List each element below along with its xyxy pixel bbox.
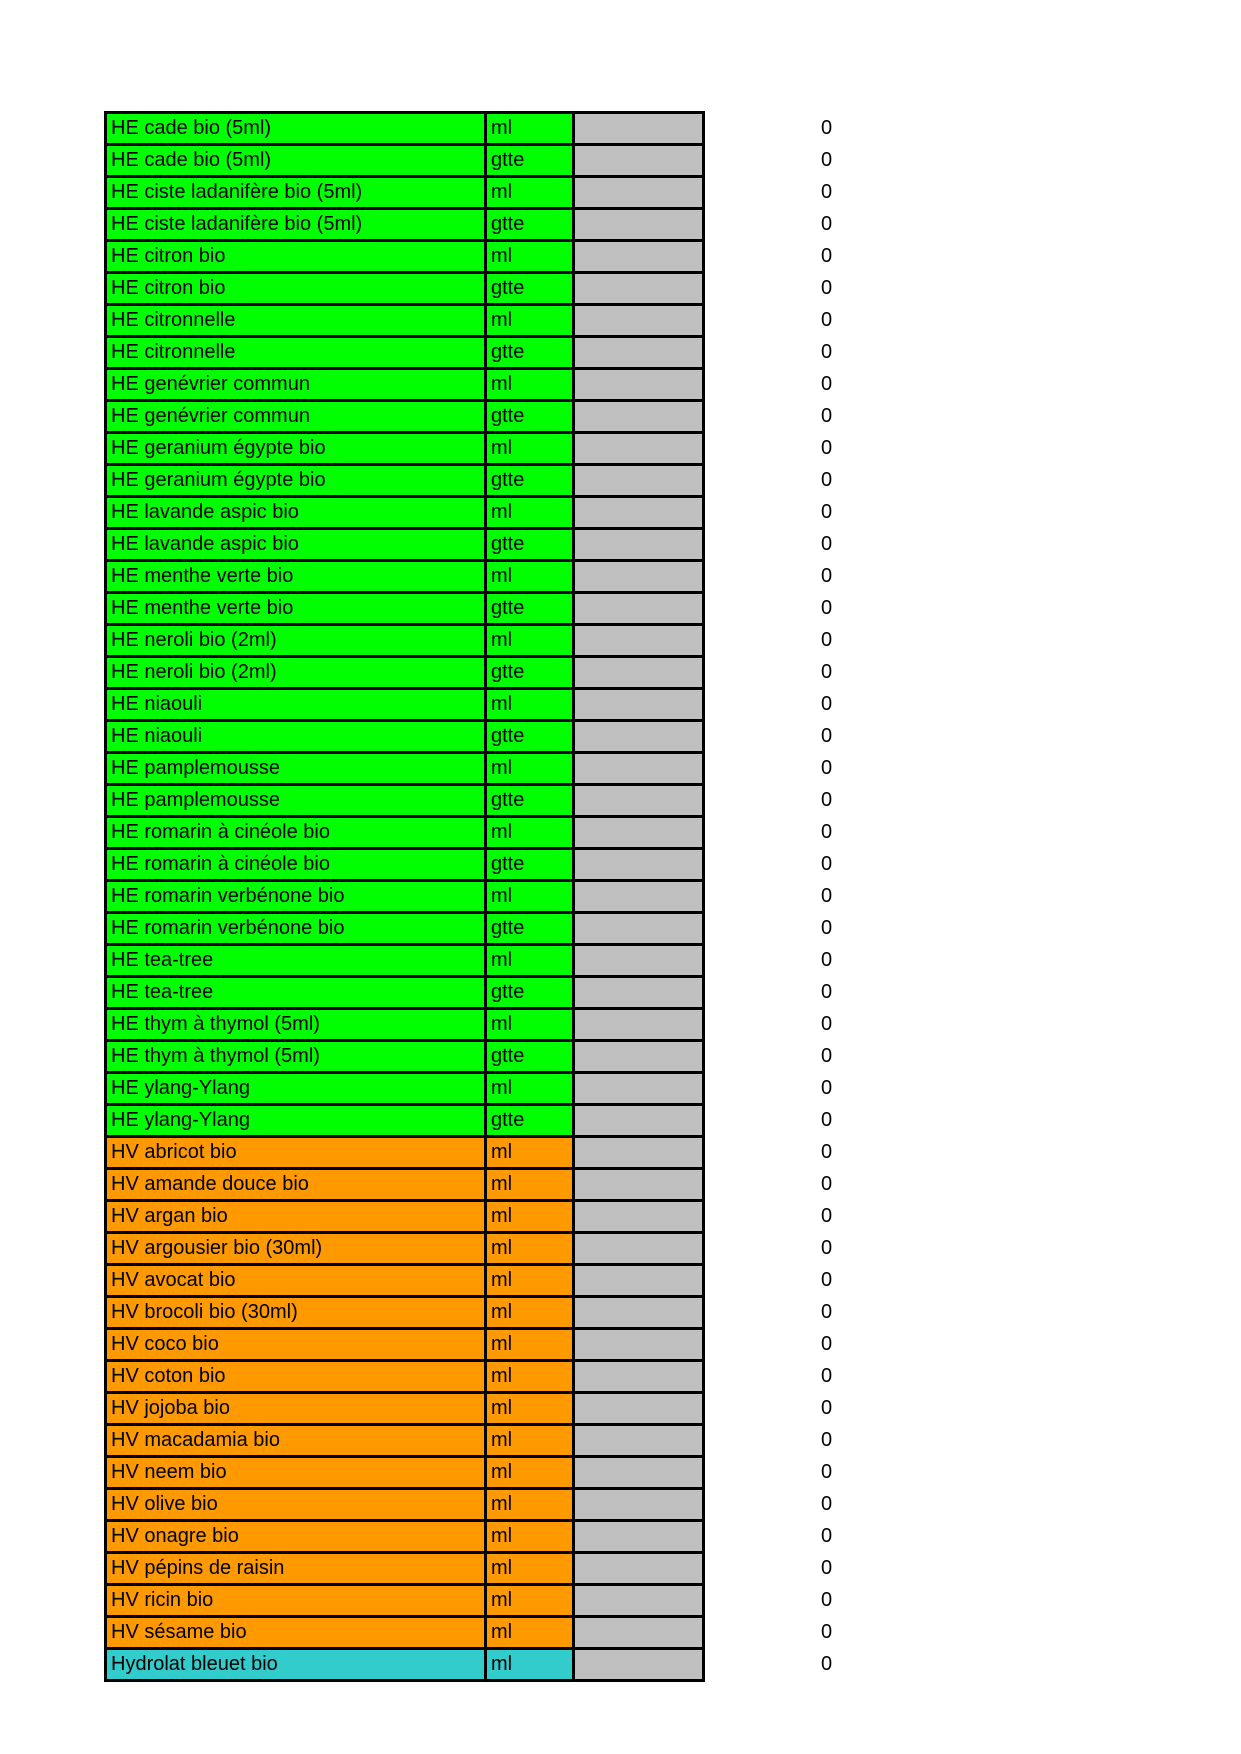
ingredient-name-cell[interactable]: HE citronnelle: [106, 305, 486, 337]
unit-cell[interactable]: gtte: [486, 273, 574, 305]
ingredient-name-cell[interactable]: HE ciste ladanifère bio (5ml): [106, 177, 486, 209]
quantity-input-cell[interactable]: [574, 881, 704, 913]
total-value-cell[interactable]: 0: [704, 1233, 884, 1265]
ingredient-table-body: [106, 113, 884, 1681]
table-row: [106, 241, 884, 273]
unit-cell[interactable]: gtte: [486, 1105, 574, 1137]
quantity-input-cell[interactable]: [574, 849, 704, 881]
ingredient-name-cell[interactable]: HE niaouli: [106, 721, 486, 753]
unit-cell[interactable]: ml: [486, 1425, 574, 1457]
quantity-input-cell[interactable]: [574, 1393, 704, 1425]
quantity-input-cell[interactable]: [574, 1137, 704, 1169]
quantity-input-cell[interactable]: [574, 945, 704, 977]
quantity-input-cell[interactable]: [574, 1073, 704, 1105]
total-value-cell[interactable]: 0: [704, 273, 884, 305]
table-row: [106, 625, 884, 657]
ingredient-name-cell[interactable]: HV olive bio: [106, 1489, 486, 1521]
table-row: [106, 401, 884, 433]
table-row: [106, 1425, 884, 1457]
total-value-cell[interactable]: 0: [704, 1169, 884, 1201]
total-value-cell[interactable]: 0: [704, 241, 884, 273]
unit-cell[interactable]: ml: [486, 1073, 574, 1105]
table-row: [106, 1201, 884, 1233]
ingredient-name-cell[interactable]: HE citron bio: [106, 241, 486, 273]
quantity-input-cell[interactable]: [574, 785, 704, 817]
unit-cell[interactable]: ml: [486, 113, 574, 145]
total-value-cell[interactable]: 0: [704, 305, 884, 337]
table-row: [106, 1009, 884, 1041]
table-row: [106, 913, 884, 945]
quantity-input-cell[interactable]: [574, 401, 704, 433]
unit-cell[interactable]: ml: [486, 1457, 574, 1489]
unit-cell[interactable]: ml: [486, 433, 574, 465]
total-value-cell[interactable]: 0: [704, 849, 884, 881]
table-row: [106, 1073, 884, 1105]
unit-cell[interactable]: ml: [486, 1265, 574, 1297]
unit-cell[interactable]: gtte: [486, 593, 574, 625]
ingredient-name-cell[interactable]: HE geranium égypte bio: [106, 465, 486, 497]
ingredient-name-cell[interactable]: HE thym à thymol (5ml): [106, 1009, 486, 1041]
total-value-cell[interactable]: 0: [704, 1009, 884, 1041]
unit-cell[interactable]: gtte: [486, 337, 574, 369]
table-row: [106, 113, 884, 145]
table-row: [106, 529, 884, 561]
table-row: [106, 1329, 884, 1361]
ingredient-name-cell[interactable]: HE neroli bio (2ml): [106, 625, 486, 657]
unit-cell[interactable]: ml: [486, 561, 574, 593]
unit-cell[interactable]: ml: [486, 241, 574, 273]
unit-cell[interactable]: ml: [486, 1521, 574, 1553]
quantity-input-cell[interactable]: [574, 1169, 704, 1201]
ingredient-name-cell[interactable]: HV neem bio: [106, 1457, 486, 1489]
unit-cell[interactable]: ml: [486, 817, 574, 849]
ingredient-name-cell[interactable]: HE geranium égypte bio: [106, 433, 486, 465]
table-row: [106, 721, 884, 753]
unit-cell[interactable]: ml: [486, 369, 574, 401]
quantity-input-cell[interactable]: [574, 465, 704, 497]
unit-cell[interactable]: gtte: [486, 785, 574, 817]
unit-cell[interactable]: ml: [486, 1201, 574, 1233]
ingredient-name-cell[interactable]: HE lavande aspic bio: [106, 529, 486, 561]
table-row: [106, 1617, 884, 1649]
table-row: [106, 145, 884, 177]
quantity-input-cell[interactable]: [574, 1265, 704, 1297]
total-value-cell[interactable]: 0: [704, 785, 884, 817]
quantity-input-cell[interactable]: [574, 113, 704, 145]
total-value-cell[interactable]: 0: [704, 1425, 884, 1457]
unit-cell[interactable]: ml: [486, 625, 574, 657]
total-value-cell[interactable]: 0: [704, 369, 884, 401]
table-row: [106, 1553, 884, 1585]
total-value-cell[interactable]: 0: [704, 401, 884, 433]
unit-cell[interactable]: gtte: [486, 721, 574, 753]
quantity-input-cell[interactable]: [574, 1105, 704, 1137]
ingredient-name-cell[interactable]: HE neroli bio (2ml): [106, 657, 486, 689]
table-row: [106, 817, 884, 849]
total-value-cell[interactable]: 0: [704, 1297, 884, 1329]
table-row: [106, 881, 884, 913]
quantity-input-cell[interactable]: [574, 625, 704, 657]
total-value-cell[interactable]: 0: [704, 721, 884, 753]
quantity-input-cell[interactable]: [574, 1521, 704, 1553]
unit-cell[interactable]: ml: [486, 1489, 574, 1521]
quantity-input-cell[interactable]: [574, 1649, 704, 1681]
total-value-cell[interactable]: 0: [704, 1649, 884, 1681]
total-value-cell[interactable]: 0: [704, 657, 884, 689]
unit-cell[interactable]: ml: [486, 177, 574, 209]
total-value-cell[interactable]: 0: [704, 209, 884, 241]
total-value-cell[interactable]: 0: [704, 625, 884, 657]
total-value-cell[interactable]: 0: [704, 561, 884, 593]
table-row: [106, 1297, 884, 1329]
total-value-cell[interactable]: 0: [704, 1361, 884, 1393]
unit-cell[interactable]: gtte: [486, 977, 574, 1009]
ingredient-name-cell[interactable]: HE ciste ladanifère bio (5ml): [106, 209, 486, 241]
quantity-input-cell[interactable]: [574, 273, 704, 305]
ingredient-name-cell[interactable]: HE lavande aspic bio: [106, 497, 486, 529]
ingredient-name-cell[interactable]: HV ricin bio: [106, 1585, 486, 1617]
ingredient-name-cell[interactable]: HV coton bio: [106, 1361, 486, 1393]
table-row: [106, 657, 884, 689]
unit-cell[interactable]: ml: [486, 1553, 574, 1585]
quantity-input-cell[interactable]: [574, 433, 704, 465]
total-value-cell[interactable]: 0: [704, 817, 884, 849]
quantity-input-cell[interactable]: [574, 529, 704, 561]
unit-cell[interactable]: gtte: [486, 529, 574, 561]
ingredient-name-cell[interactable]: HE citronnelle: [106, 337, 486, 369]
ingredient-name-cell[interactable]: HV brocoli bio (30ml): [106, 1297, 486, 1329]
quantity-input-cell[interactable]: [574, 977, 704, 1009]
ingredient-name-cell[interactable]: HE tea-tree: [106, 977, 486, 1009]
quantity-input-cell[interactable]: [574, 561, 704, 593]
ingredient-name-cell[interactable]: HE pamplemousse: [106, 753, 486, 785]
unit-cell[interactable]: ml: [486, 945, 574, 977]
quantity-input-cell[interactable]: [574, 1233, 704, 1265]
ingredient-name-cell[interactable]: HV argousier bio (30ml): [106, 1233, 486, 1265]
unit-cell[interactable]: gtte: [486, 849, 574, 881]
total-value-cell[interactable]: 0: [704, 1105, 884, 1137]
unit-cell[interactable]: ml: [486, 689, 574, 721]
table-row: [106, 433, 884, 465]
quantity-input-cell[interactable]: [574, 1585, 704, 1617]
quantity-input-cell[interactable]: [574, 593, 704, 625]
ingredient-name-cell[interactable]: HE romarin à cinéole bio: [106, 849, 486, 881]
table-row: [106, 1233, 884, 1265]
table-row: [106, 1361, 884, 1393]
unit-cell[interactable]: gtte: [486, 401, 574, 433]
unit-cell[interactable]: gtte: [486, 1041, 574, 1073]
unit-cell[interactable]: gtte: [486, 465, 574, 497]
total-value-cell[interactable]: 0: [704, 753, 884, 785]
table-row: [106, 1265, 884, 1297]
total-value-cell[interactable]: 0: [704, 1137, 884, 1169]
total-value-cell[interactable]: 0: [704, 1201, 884, 1233]
total-value-cell[interactable]: 0: [704, 145, 884, 177]
unit-cell[interactable]: ml: [486, 497, 574, 529]
total-value-cell[interactable]: 0: [704, 593, 884, 625]
quantity-input-cell[interactable]: [574, 305, 704, 337]
quantity-input-cell[interactable]: [574, 1457, 704, 1489]
ingredient-name-cell[interactable]: HV pépins de raisin: [106, 1553, 486, 1585]
table-row: [106, 945, 884, 977]
total-value-cell[interactable]: 0: [704, 113, 884, 145]
ingredient-name-cell[interactable]: HE tea-tree: [106, 945, 486, 977]
table-row: [106, 465, 884, 497]
ingredient-name-cell[interactable]: HE ylang-Ylang: [106, 1073, 486, 1105]
ingredient-name-cell[interactable]: HE menthe verte bio: [106, 593, 486, 625]
unit-cell[interactable]: ml: [486, 1329, 574, 1361]
table-row: [106, 1521, 884, 1553]
quantity-input-cell[interactable]: [574, 337, 704, 369]
quantity-input-cell[interactable]: [574, 913, 704, 945]
unit-cell[interactable]: ml: [486, 1361, 574, 1393]
table-row: [106, 977, 884, 1009]
table-row: [106, 273, 884, 305]
total-value-cell[interactable]: 0: [704, 1073, 884, 1105]
total-value-cell[interactable]: 0: [704, 1041, 884, 1073]
total-value-cell[interactable]: 0: [704, 689, 884, 721]
quantity-input-cell[interactable]: [574, 817, 704, 849]
quantity-input-cell[interactable]: [574, 753, 704, 785]
total-value-cell[interactable]: 0: [704, 881, 884, 913]
unit-cell[interactable]: gtte: [486, 657, 574, 689]
table-row: [106, 337, 884, 369]
ingredient-name-cell[interactable]: HE thym à thymol (5ml): [106, 1041, 486, 1073]
quantity-input-cell[interactable]: [574, 1489, 704, 1521]
table-row: [106, 369, 884, 401]
total-value-cell[interactable]: 0: [704, 1457, 884, 1489]
quantity-input-cell[interactable]: [574, 689, 704, 721]
quantity-input-cell[interactable]: [574, 1201, 704, 1233]
ingredient-name-cell[interactable]: HE niaouli: [106, 689, 486, 721]
ingredient-name-cell[interactable]: HE citron bio: [106, 273, 486, 305]
total-value-cell[interactable]: 0: [704, 1553, 884, 1585]
ingredient-table: [104, 111, 885, 1682]
quantity-input-cell[interactable]: [574, 1041, 704, 1073]
unit-cell[interactable]: ml: [486, 1585, 574, 1617]
table-row: [106, 1169, 884, 1201]
table-row: [106, 1105, 884, 1137]
table-row: [106, 1137, 884, 1169]
total-value-cell[interactable]: 0: [704, 337, 884, 369]
total-value-cell[interactable]: 0: [704, 1393, 884, 1425]
table-row: [106, 497, 884, 529]
ingredient-name-cell[interactable]: HE cade bio (5ml): [106, 145, 486, 177]
total-value-cell[interactable]: 0: [704, 1265, 884, 1297]
unit-cell[interactable]: ml: [486, 1137, 574, 1169]
table-row: [106, 849, 884, 881]
total-value-cell[interactable]: 0: [704, 177, 884, 209]
table-row: [106, 561, 884, 593]
ingredient-name-cell[interactable]: HV amande douce bio: [106, 1169, 486, 1201]
table-row: [106, 1489, 884, 1521]
ingredient-name-cell[interactable]: HE cade bio (5ml): [106, 113, 486, 145]
total-value-cell[interactable]: 0: [704, 1617, 884, 1649]
ingredient-name-cell[interactable]: HE pamplemousse: [106, 785, 486, 817]
table-row: [106, 177, 884, 209]
quantity-input-cell[interactable]: [574, 721, 704, 753]
ingredient-name-cell[interactable]: HV argan bio: [106, 1201, 486, 1233]
unit-cell[interactable]: ml: [486, 1009, 574, 1041]
ingredient-name-cell[interactable]: HE romarin verbénone bio: [106, 913, 486, 945]
table-row: [106, 689, 884, 721]
table-row: [106, 1585, 884, 1617]
table-row: [106, 753, 884, 785]
unit-cell[interactable]: ml: [486, 1649, 574, 1681]
quantity-input-cell[interactable]: [574, 1617, 704, 1649]
quantity-input-cell[interactable]: [574, 241, 704, 273]
quantity-input-cell[interactable]: [574, 1425, 704, 1457]
total-value-cell[interactable]: 0: [704, 497, 884, 529]
table-row: [106, 785, 884, 817]
total-value-cell[interactable]: 0: [704, 977, 884, 1009]
unit-cell[interactable]: ml: [486, 1169, 574, 1201]
table-row: [106, 1393, 884, 1425]
quantity-input-cell[interactable]: [574, 657, 704, 689]
unit-cell[interactable]: ml: [486, 1393, 574, 1425]
table-row: [106, 1649, 884, 1681]
unit-cell[interactable]: gtte: [486, 913, 574, 945]
total-value-cell[interactable]: 0: [704, 433, 884, 465]
total-value-cell[interactable]: 0: [704, 1521, 884, 1553]
table-row: [106, 1041, 884, 1073]
quantity-input-cell[interactable]: [574, 1009, 704, 1041]
table-row: [106, 593, 884, 625]
ingredient-name-cell[interactable]: HE genévrier commun: [106, 369, 486, 401]
table-row: [106, 1457, 884, 1489]
quantity-input-cell[interactable]: [574, 1361, 704, 1393]
total-value-cell[interactable]: 0: [704, 913, 884, 945]
ingredient-name-cell[interactable]: HE ylang-Ylang: [106, 1105, 486, 1137]
ingredient-name-cell[interactable]: HE romarin à cinéole bio: [106, 817, 486, 849]
quantity-input-cell[interactable]: [574, 209, 704, 241]
total-value-cell[interactable]: 0: [704, 529, 884, 561]
ingredient-name-cell[interactable]: Hydrolat bleuet bio: [106, 1649, 486, 1681]
quantity-input-cell[interactable]: [574, 1329, 704, 1361]
quantity-input-cell[interactable]: [574, 1553, 704, 1585]
unit-cell[interactable]: ml: [486, 881, 574, 913]
unit-cell[interactable]: gtte: [486, 145, 574, 177]
table-row: [106, 305, 884, 337]
ingredient-name-cell[interactable]: HE romarin verbénone bio: [106, 881, 486, 913]
unit-cell[interactable]: ml: [486, 1233, 574, 1265]
unit-cell[interactable]: ml: [486, 753, 574, 785]
ingredient-name-cell[interactable]: HE menthe verte bio: [106, 561, 486, 593]
unit-cell[interactable]: ml: [486, 1617, 574, 1649]
unit-cell[interactable]: ml: [486, 1297, 574, 1329]
ingredient-name-cell[interactable]: HV macadamia bio: [106, 1425, 486, 1457]
table-row: [106, 209, 884, 241]
unit-cell[interactable]: ml: [486, 305, 574, 337]
total-value-cell[interactable]: 0: [704, 465, 884, 497]
total-value-cell[interactable]: 0: [704, 1585, 884, 1617]
total-value-cell[interactable]: 0: [704, 1489, 884, 1521]
quantity-input-cell[interactable]: [574, 1297, 704, 1329]
ingredient-name-cell[interactable]: HV avocat bio: [106, 1265, 486, 1297]
ingredient-name-cell[interactable]: HV jojoba bio: [106, 1393, 486, 1425]
ingredient-name-cell[interactable]: HV onagre bio: [106, 1521, 486, 1553]
total-value-cell[interactable]: 0: [704, 1329, 884, 1361]
quantity-input-cell[interactable]: [574, 145, 704, 177]
ingredient-name-cell[interactable]: HV abricot bio: [106, 1137, 486, 1169]
unit-cell[interactable]: gtte: [486, 209, 574, 241]
quantity-input-cell[interactable]: [574, 177, 704, 209]
ingredient-name-cell[interactable]: HE genévrier commun: [106, 401, 486, 433]
ingredient-name-cell[interactable]: HV coco bio: [106, 1329, 486, 1361]
quantity-input-cell[interactable]: [574, 497, 704, 529]
ingredient-name-cell[interactable]: HV sésame bio: [106, 1617, 486, 1649]
quantity-input-cell[interactable]: [574, 369, 704, 401]
total-value-cell[interactable]: 0: [704, 945, 884, 977]
